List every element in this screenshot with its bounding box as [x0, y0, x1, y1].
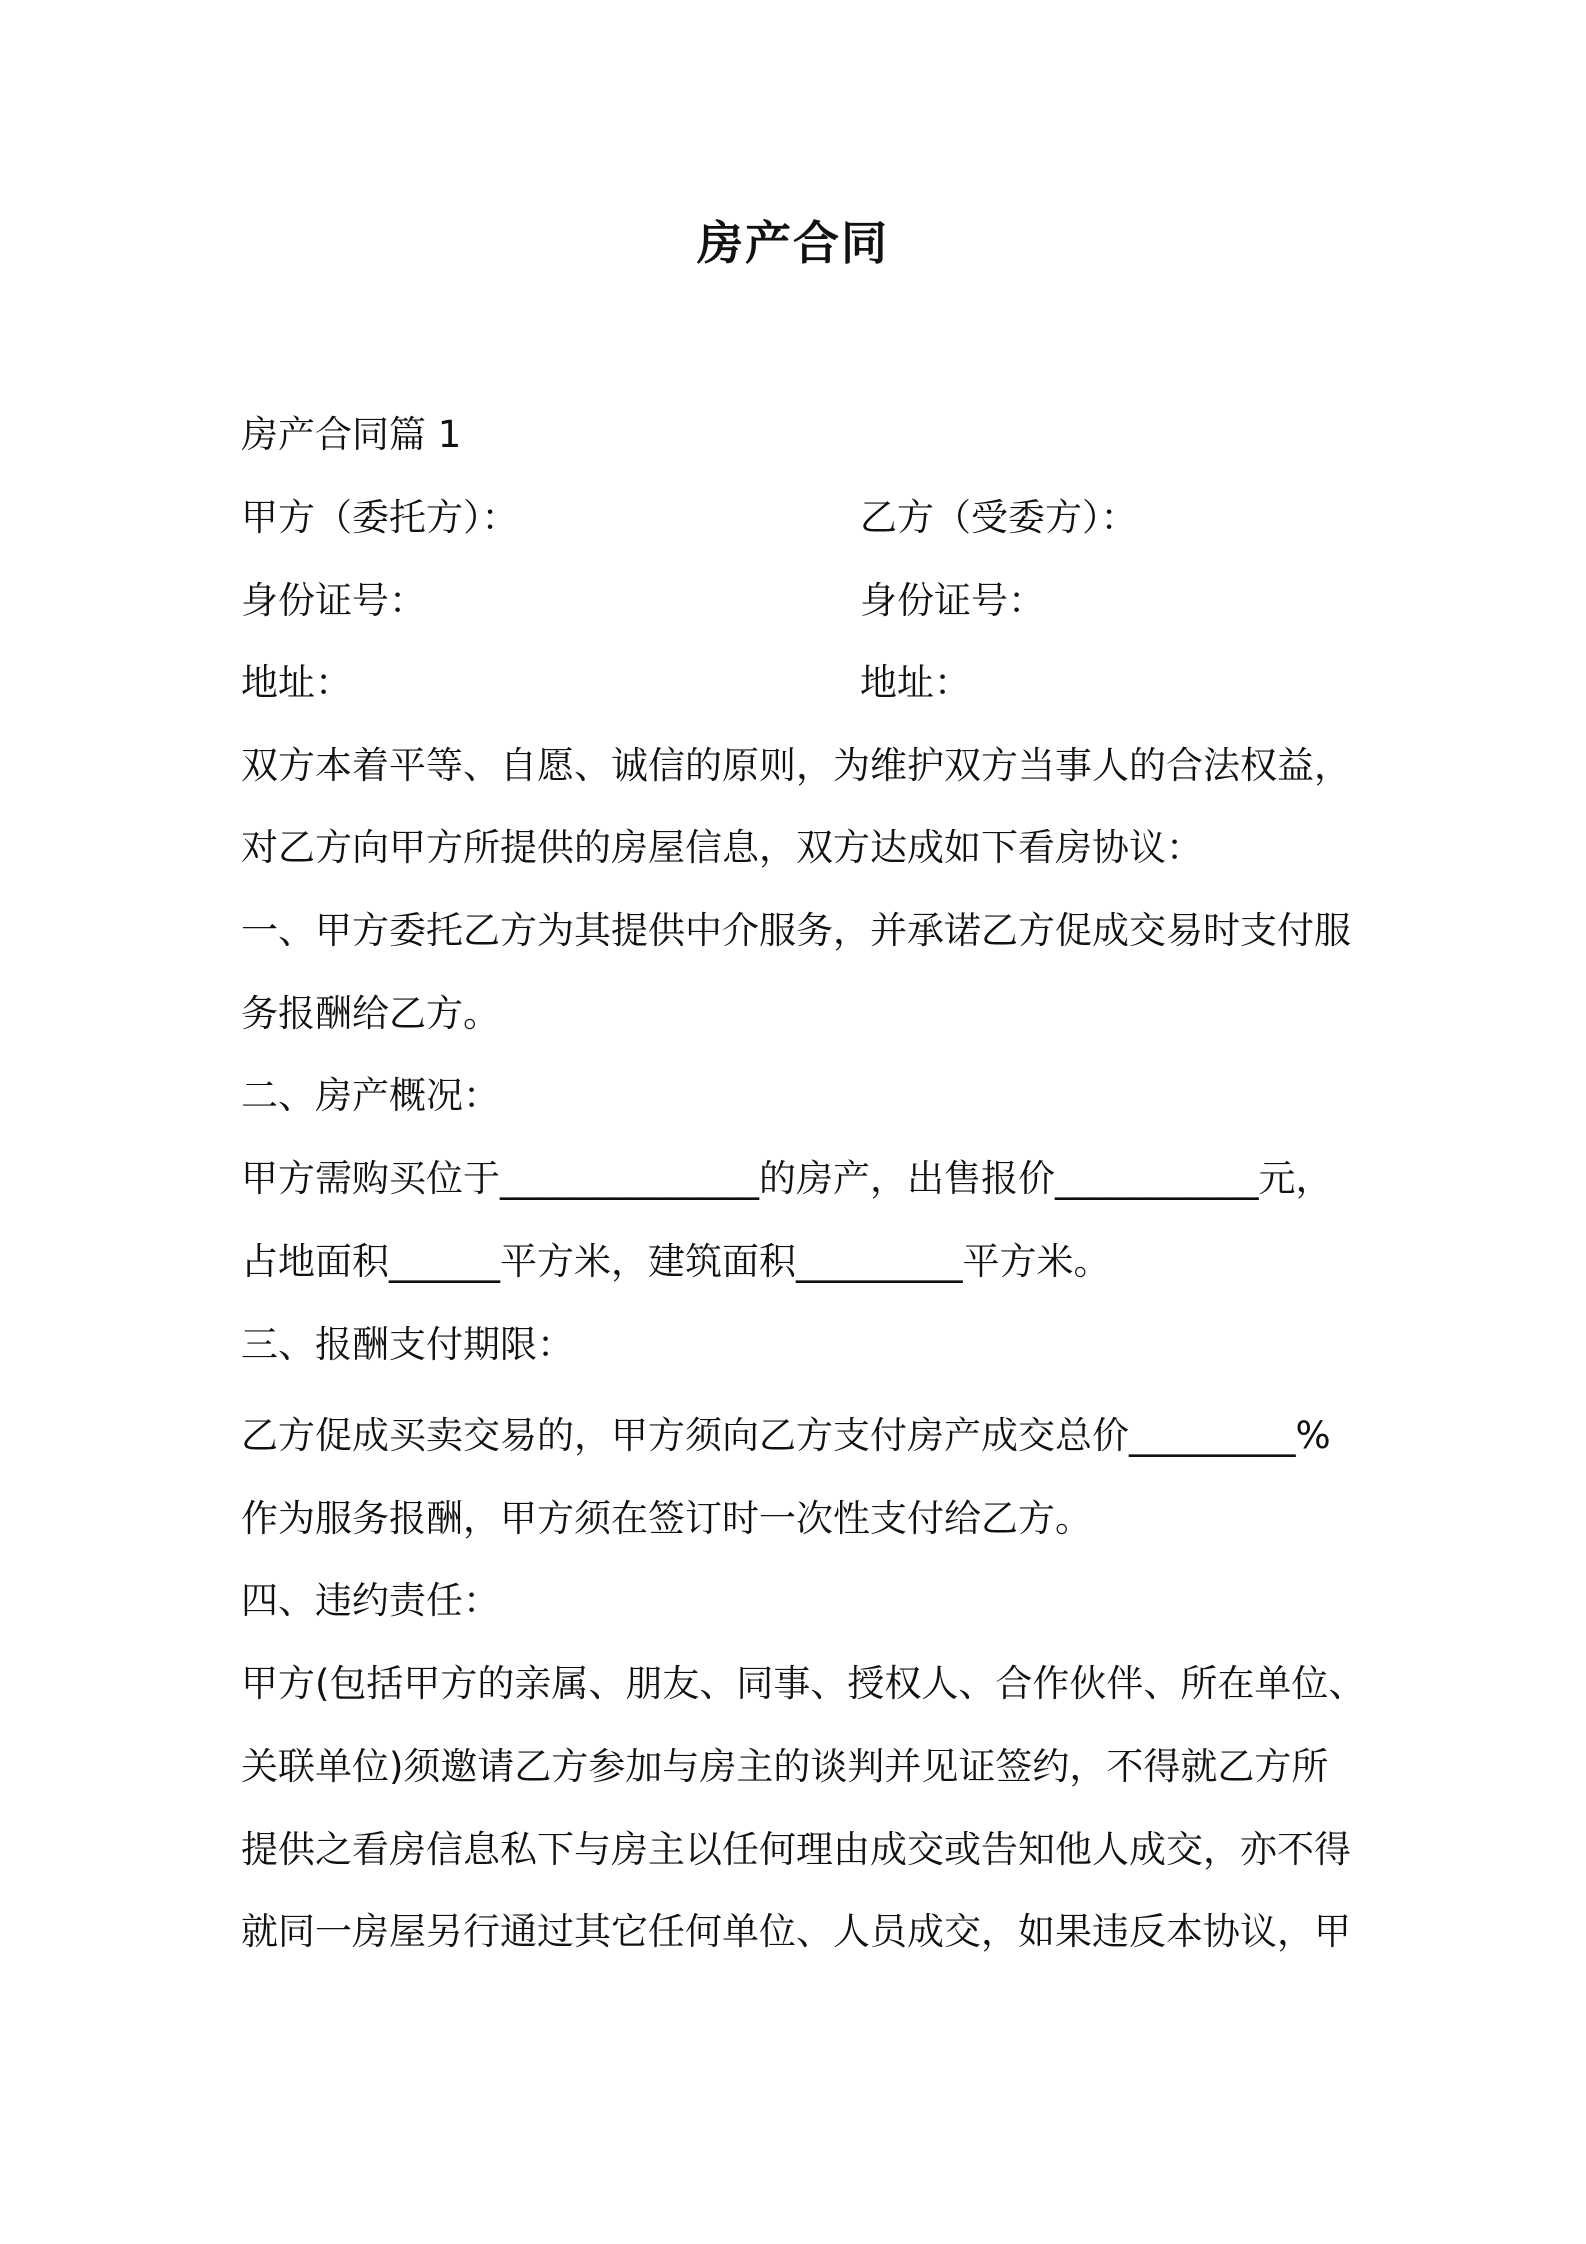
party-b-address-label: 地址： [860, 661, 971, 704]
section-heading-payment: 三、报酬支付期限： [241, 1323, 574, 1366]
section-heading-property: 二、房产概况： [241, 1074, 500, 1117]
body-line: 关联单位)须邀请乙方参加与房主的谈判并见证签约，不得就乙方所 [241, 1745, 1329, 1788]
body-line: 双方本着平等、自愿、诚信的原则，为维护双方当事人的合法权益， [241, 744, 1351, 787]
body-line: 乙方促成买卖交易的，甲方须向乙方支付房产成交总价_________% [241, 1414, 1331, 1457]
party-b-label: 乙方（受委方）： [860, 496, 1138, 539]
body-line: 务报酬给乙方。 [241, 992, 500, 1035]
body-line: 提供之看房信息私下与房主以任何理由成交或告知他人成交，亦不得 [241, 1828, 1351, 1871]
body-line: 就同一房屋另行通过其它任何单位、人员成交，如果违反本协议，甲 [241, 1910, 1351, 1953]
party-a-address-label: 地址： [241, 661, 352, 704]
body-line: 作为服务报酬，甲方须在签订时一次性支付给乙方。 [241, 1497, 1092, 1540]
party-a-label: 甲方（委托方）： [241, 496, 519, 539]
section-heading-breach: 四、违约责任： [241, 1579, 500, 1622]
body-line: 甲方(包括甲方的亲属、朋友、同事、授权人、合作伙伴、所在单位、 [241, 1662, 1366, 1705]
body-line: 占地面积______平方米，建筑面积_________平方米。 [241, 1240, 1111, 1283]
party-a-id-label: 身份证号： [241, 579, 426, 622]
section-heading: 房产合同篇 1 [241, 413, 462, 456]
document-title: 房产合同 [697, 216, 889, 270]
body-line: 一、甲方委托乙方为其提供中介服务，并承诺乙方促成交易时支付服 [241, 909, 1351, 952]
body-line: 对乙方向甲方所提供的房屋信息，双方达成如下看房协议： [241, 826, 1203, 869]
party-b-id-label: 身份证号： [860, 579, 1045, 622]
body-line: 甲方需购买位于______________的房产，出售报价___________元， [241, 1157, 1333, 1200]
